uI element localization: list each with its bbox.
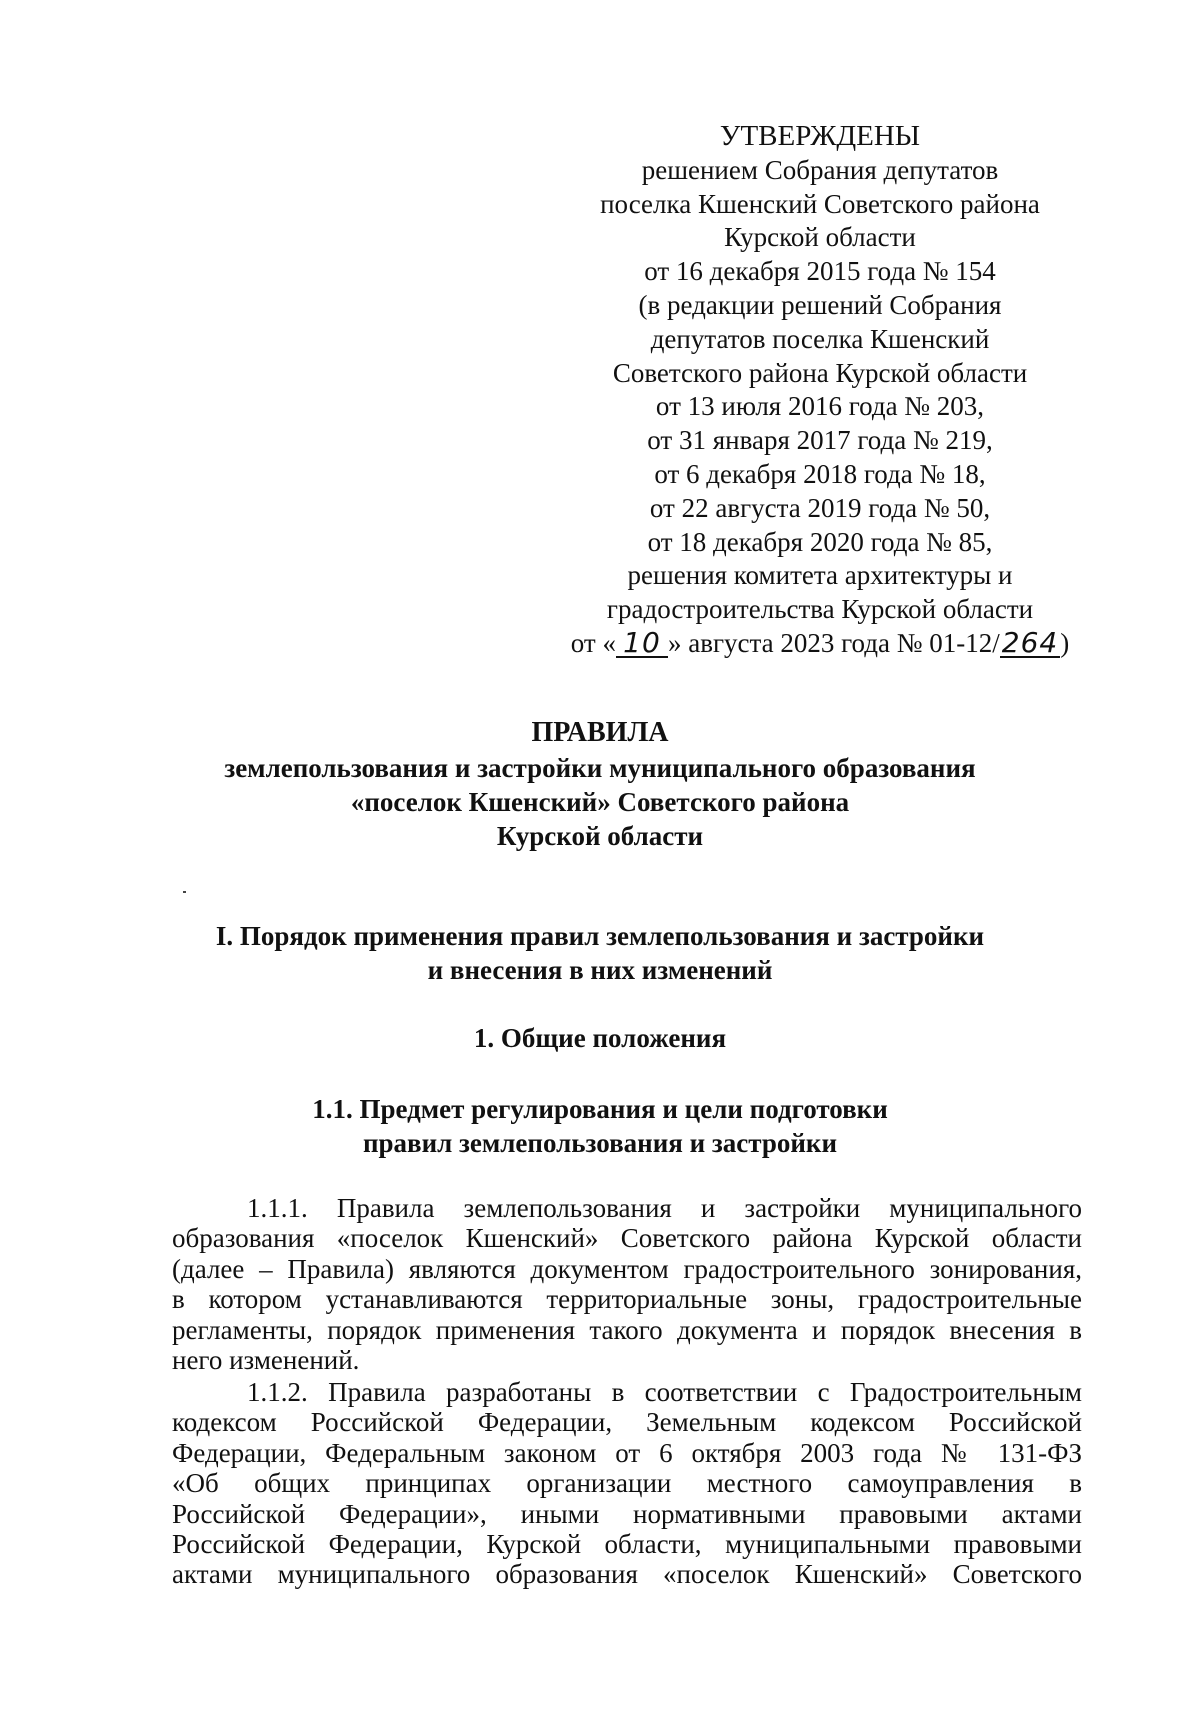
subsection-heading [0, 1022, 1200, 1056]
rules-title-text: ПРАВИЛА [531, 717, 669, 748]
rules-heading-line: Курской области [496, 820, 704, 851]
approval-line: решением Собрания депутатов [641, 154, 999, 185]
paragraph-line: актами муниципального образования «поселок Кшенский» Советского [172, 1559, 1082, 1590]
paragraph-line: 1.1.2. Правила разработаны в соответствии с Градостроительным [247, 1377, 1082, 1407]
scan-speck [183, 891, 186, 893]
paragraph-line: образования «поселок Кшенский» Советского района Курской области [172, 1223, 1082, 1254]
rules-title [0, 716, 1200, 750]
approval-date-prefix: от « [570, 627, 616, 658]
rules-heading [0, 752, 1200, 853]
paragraph-line: 1.1.1. Правила землепользования и застройки муниципального [247, 1193, 1082, 1223]
approval-line: от 22 августа 2019 года № 50, [649, 492, 991, 523]
approval-title: УТВЕРЖДЕНЫ [719, 120, 921, 152]
approval-line: от 31 января 2017 года № 219, [647, 425, 993, 456]
approval-line: от 18 декабря 2020 года № 85, [647, 526, 993, 557]
approval-line: решения комитета архитектуры и [627, 560, 1013, 591]
paragraph-line: кодексом Российской Федерации, Земельным кодексом Российской [172, 1407, 1082, 1438]
paragraph-line: Федерации, Федеральным законом от 6 октября 2003 года № 131-ФЗ [172, 1437, 1082, 1468]
paragraph-line: Российской Федерации, Курской области, муниципальными правовыми [172, 1529, 1082, 1560]
approval-date-middle: » августа 2023 года № 01-12/ [667, 627, 1000, 658]
paragraph-line: него изменений. [172, 1345, 360, 1376]
approval-block [560, 120, 1080, 661]
paragraph-line: Российской Федерации», иными нормативными правовыми актами [172, 1498, 1082, 1529]
approval-line: Советского района Курской области [612, 357, 1028, 388]
paragraph-heading-line: правил землепользования и застройки [362, 1127, 838, 1158]
paragraph-line: в котором устанавливаются территориальные зоны, градостроительные [172, 1284, 1082, 1315]
handwritten-number: 264 [1001, 625, 1059, 659]
section-heading [0, 920, 1200, 988]
approval-line: депутатов поселка Кшенский [650, 323, 990, 354]
rules-heading-line: землепользования и застройки муниципального образования [224, 753, 976, 783]
paragraph-line: «Об общих принципах организации местного самоуправления в [172, 1468, 1082, 1499]
approval-line: от 16 декабря 2015 года № 154 [644, 256, 996, 287]
paragraph-line: (далее – Правила) являются документом градостроительного зонирования, [172, 1253, 1082, 1284]
paragraph-1-1-2 [172, 1377, 1082, 1590]
approval-line: от 6 декабря 2018 года № 18, [654, 458, 986, 489]
approval-line: градостроительства Курской области [606, 594, 1034, 625]
rules-heading-line: «поселок Кшенский» Советского района [350, 786, 850, 817]
section-heading-line: и внесения в них изменений [427, 954, 773, 985]
paragraph-line: регламенты, порядок применения такого документа и порядок внесения в [172, 1314, 1082, 1345]
approval-last-line [560, 627, 1080, 661]
paragraph-heading [0, 1093, 1200, 1161]
approval-date-suffix: ) [1060, 627, 1070, 658]
approval-line: от 13 июля 2016 года № 203, [655, 391, 985, 422]
paragraph-1-1-1 [172, 1193, 1082, 1375]
approval-line: (в редакции решений Собрания [638, 289, 1002, 320]
approval-line: Курской области [724, 222, 916, 253]
paragraph-heading-line: 1.1. Предмет регулирования и цели подготовки [312, 1094, 888, 1124]
section-heading-line: I. Порядок применения правил землепользования и застройки [215, 921, 985, 951]
approval-line: поселка Кшенский Советского района [600, 188, 1040, 219]
handwritten-day: 10 [616, 630, 668, 658]
subsection-heading-text: 1. Общие положения [473, 1023, 727, 1053]
